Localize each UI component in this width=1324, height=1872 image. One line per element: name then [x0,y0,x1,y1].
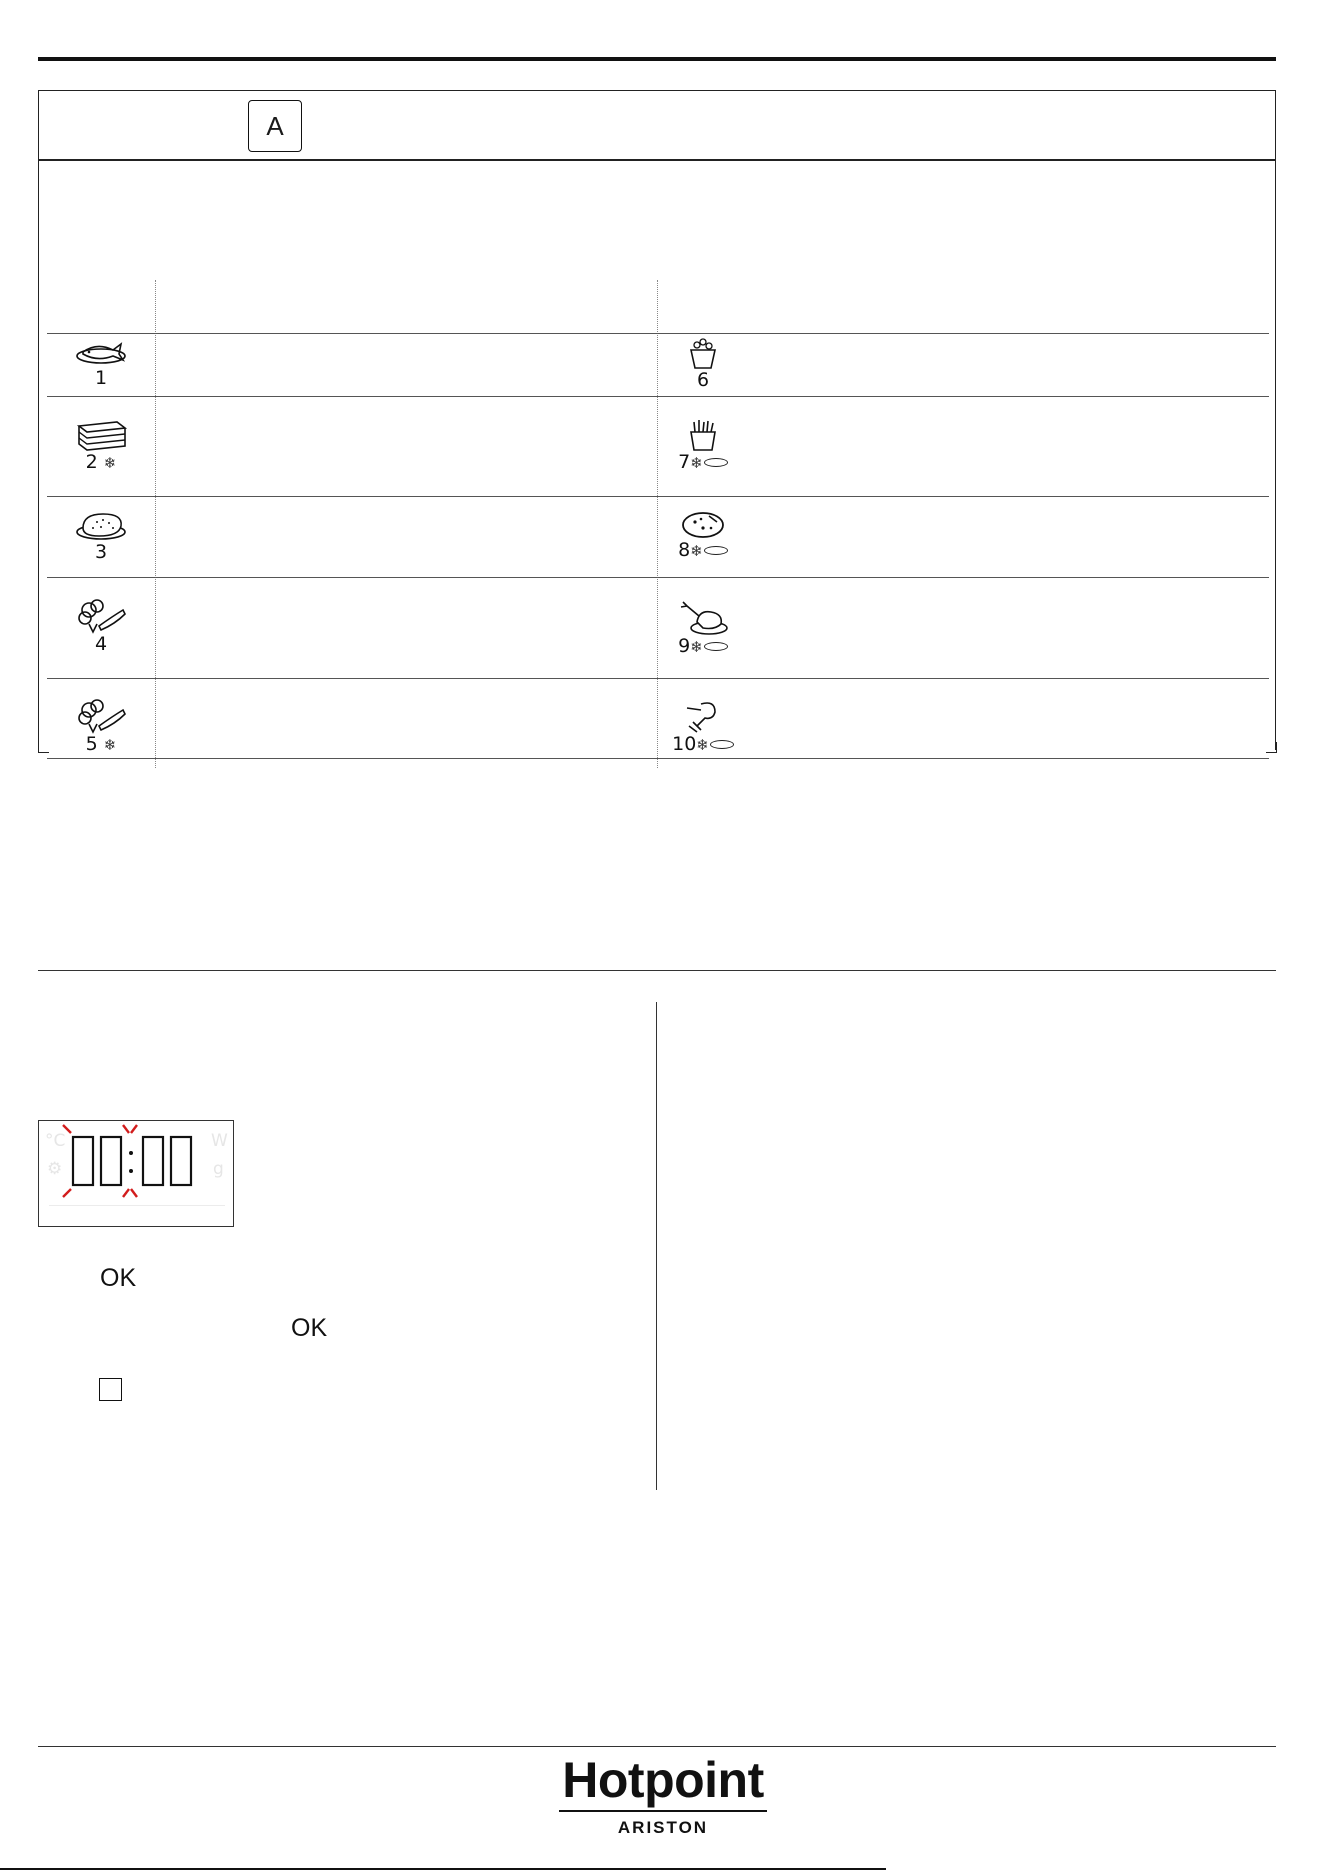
section-key-a: A [248,100,302,152]
ghost-label: W [211,1131,228,1151]
frozen-icon: ❄ [103,736,117,754]
row-divider [47,333,1269,334]
food-code: 5 [85,733,98,755]
food-cell-6 [668,338,738,390]
ghost-label: °C [45,1131,66,1151]
food-cell-8 [668,508,738,561]
food-code: 7 [678,451,691,473]
ok-button-label: OK [100,1264,137,1292]
pizza-icon [679,508,727,540]
food-cell-4 [66,598,136,654]
food-code: 9 [678,635,691,657]
food-category-table [47,280,1269,768]
crisp-plate-icon [710,740,734,749]
food-cell-2 [66,418,136,473]
chicken-leg-icon [675,698,731,734]
food-cell-5 [66,698,136,755]
food-cell-10 [668,698,738,755]
brand-underline [559,1810,767,1812]
frozen-icon: ❄ [103,454,117,472]
row-divider [47,577,1269,578]
poultry-icon [675,598,731,636]
frozen-icon: ❄ [690,542,703,560]
fries-icon [683,418,723,452]
clock-display [38,1120,234,1227]
frozen-icon: ❄ [690,638,703,656]
crisp-plate-icon [704,458,728,467]
food-code: 1 [94,367,108,389]
popcorn-icon [683,338,723,370]
row-divider [47,496,1269,497]
ghost-label: g [213,1159,224,1179]
bottom-rule [0,1868,886,1870]
row-divider [47,758,1269,759]
row-divider [47,678,1269,679]
column-separator [656,1002,657,1490]
food-cell-9 [668,598,738,657]
column-divider [657,280,658,768]
fish-icon [73,338,129,368]
brand-logo [520,1752,806,1838]
ghost-icon-row [49,1205,225,1222]
brand-name: Hotpoint [562,1752,764,1808]
footer-rule [38,1746,1276,1747]
food-code: 8 [678,539,691,561]
food-code: 2 [85,451,98,473]
column-divider [155,280,156,768]
crisp-plate-icon [704,546,728,555]
lasagne-icon [73,418,129,452]
stop-button-icon [99,1378,122,1401]
food-cell-1 [66,338,136,388]
frozen-vegetables-icon [73,698,129,734]
food-code: 4 [94,633,108,655]
food-code: 3 [94,541,108,563]
header-separator [39,159,1275,161]
brand-subtitle: ARISTON [617,1818,709,1837]
food-cell-3 [66,508,136,562]
row-divider [47,396,1269,397]
food-code: 10 [672,733,697,755]
time-digits [61,1121,201,1205]
food-code: 6 [696,369,710,391]
ok-button-label: OK [291,1314,328,1342]
bread-icon [73,508,129,542]
frozen-icon: ❄ [696,736,709,754]
crisp-plate-icon [704,642,728,651]
ghost-label: ⚙ [47,1159,63,1179]
food-cell-7 [668,418,738,473]
frozen-icon: ❄ [690,454,703,472]
vegetables-icon [73,598,129,634]
top-rule [38,57,1276,61]
section-rule [38,970,1276,971]
